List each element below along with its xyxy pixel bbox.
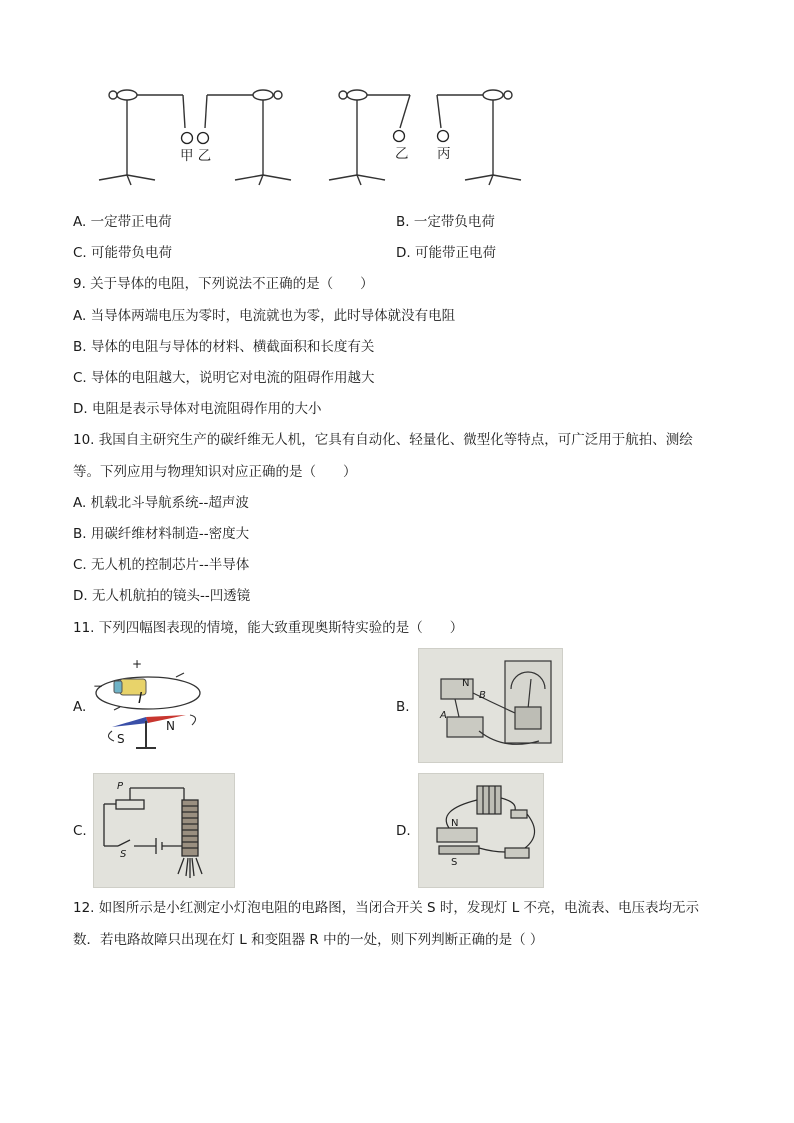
fig-c-p: P <box>117 781 124 792</box>
q10-option-a: A. 机载北斗导航系统--超声波 <box>73 495 249 511</box>
fig-a-minus: − <box>93 679 104 693</box>
fig-a-current: I <box>138 689 143 707</box>
q8-option-a: A. 一定带正电荷 <box>73 214 172 230</box>
q11-figure-a <box>90 655 220 755</box>
compass-needle-icon <box>112 717 148 727</box>
q9-option-b: B. 导体的电阻与导体的材料、横截面积和长度有关 <box>73 339 375 355</box>
ball-jia <box>182 133 193 144</box>
q9-stem: 9. 关于导体的电阻，下列说法不正确的是（ ） <box>73 276 374 292</box>
switch-icon <box>511 810 527 818</box>
label-bing: 丙 <box>437 146 451 162</box>
galvanometer-icon <box>505 661 551 743</box>
q10-stem-line1: 10. 我国自主研究生产的碳纤维无人机，它具有自动化、轻量化、微型化等特点，可广泛用于航拍、测绘 <box>73 432 693 448</box>
fig-b-a: A <box>440 710 447 721</box>
label-jia-yi: 甲 乙 <box>180 148 212 164</box>
ball-bing <box>438 131 449 142</box>
q11-letter-b: B. <box>396 699 410 715</box>
fig-b-n: N <box>462 678 470 689</box>
q9-option-c: C. 导体的电阻越大，说明它对电流的阻碍作用越大 <box>73 370 375 386</box>
fig-d-n: N <box>451 818 459 829</box>
q9-option-a: A. 当导体两端电压为零时，电流就也为零，此时导体就没有电阻 <box>73 308 456 324</box>
q10-option-b: B. 用碳纤维材料制造--密度大 <box>73 526 250 542</box>
ball-yi-2 <box>394 131 405 142</box>
fig-d-s: S <box>451 857 458 868</box>
q10-stem-line2: 等。下列应用与物理知识对应正确的是（ ） <box>73 464 357 480</box>
fig-c-s: S <box>120 849 127 860</box>
q11-letter-d: D. <box>396 823 411 839</box>
q9-option-d: D. 电阻是表示导体对电流阻碍作用的大小 <box>73 401 322 417</box>
q10-option-d: D. 无人机航拍的镜头--凹透镜 <box>73 588 251 604</box>
ball-yi <box>198 133 209 144</box>
q12-stem-line2: 数．若电路故障只出现在灯 L 和变阻器 R 中的一处，则下列判断正确的是（ ） <box>73 932 544 948</box>
q11-letter-c: C. <box>73 823 87 839</box>
q11-figure-b <box>418 648 563 763</box>
q8-figure <box>95 80 535 195</box>
q8-option-b: B. 一定带负电荷 <box>396 214 495 230</box>
q11-figure-d <box>418 773 544 888</box>
rheostat-icon <box>116 800 144 809</box>
q8-option-d: D. 可能带正电荷 <box>396 245 496 261</box>
q11-figure-c <box>93 773 235 888</box>
fig-a-south: S <box>117 732 125 746</box>
label-yi: 乙 <box>395 146 409 162</box>
fig-b-b: B <box>479 690 486 701</box>
q11-letter-a: A. <box>73 699 87 715</box>
q12-stem-line1: 12. 如图所示是小红测定小灯泡电阻的电路图，当闭合开关 S 时，发现灯 L 不亮，电流表、电压表均无示 <box>73 900 700 916</box>
q10-option-c: C. 无人机的控制芯片--半导体 <box>73 557 250 573</box>
fig-a-plus: + <box>132 657 143 671</box>
q11-stem: 11. 下列四幅图表现的情境，能大致重现奥斯特实验的是（ ） <box>73 620 464 636</box>
q8-option-c: C. 可能带负电荷 <box>73 245 173 261</box>
fig-a-north: N <box>166 719 175 733</box>
